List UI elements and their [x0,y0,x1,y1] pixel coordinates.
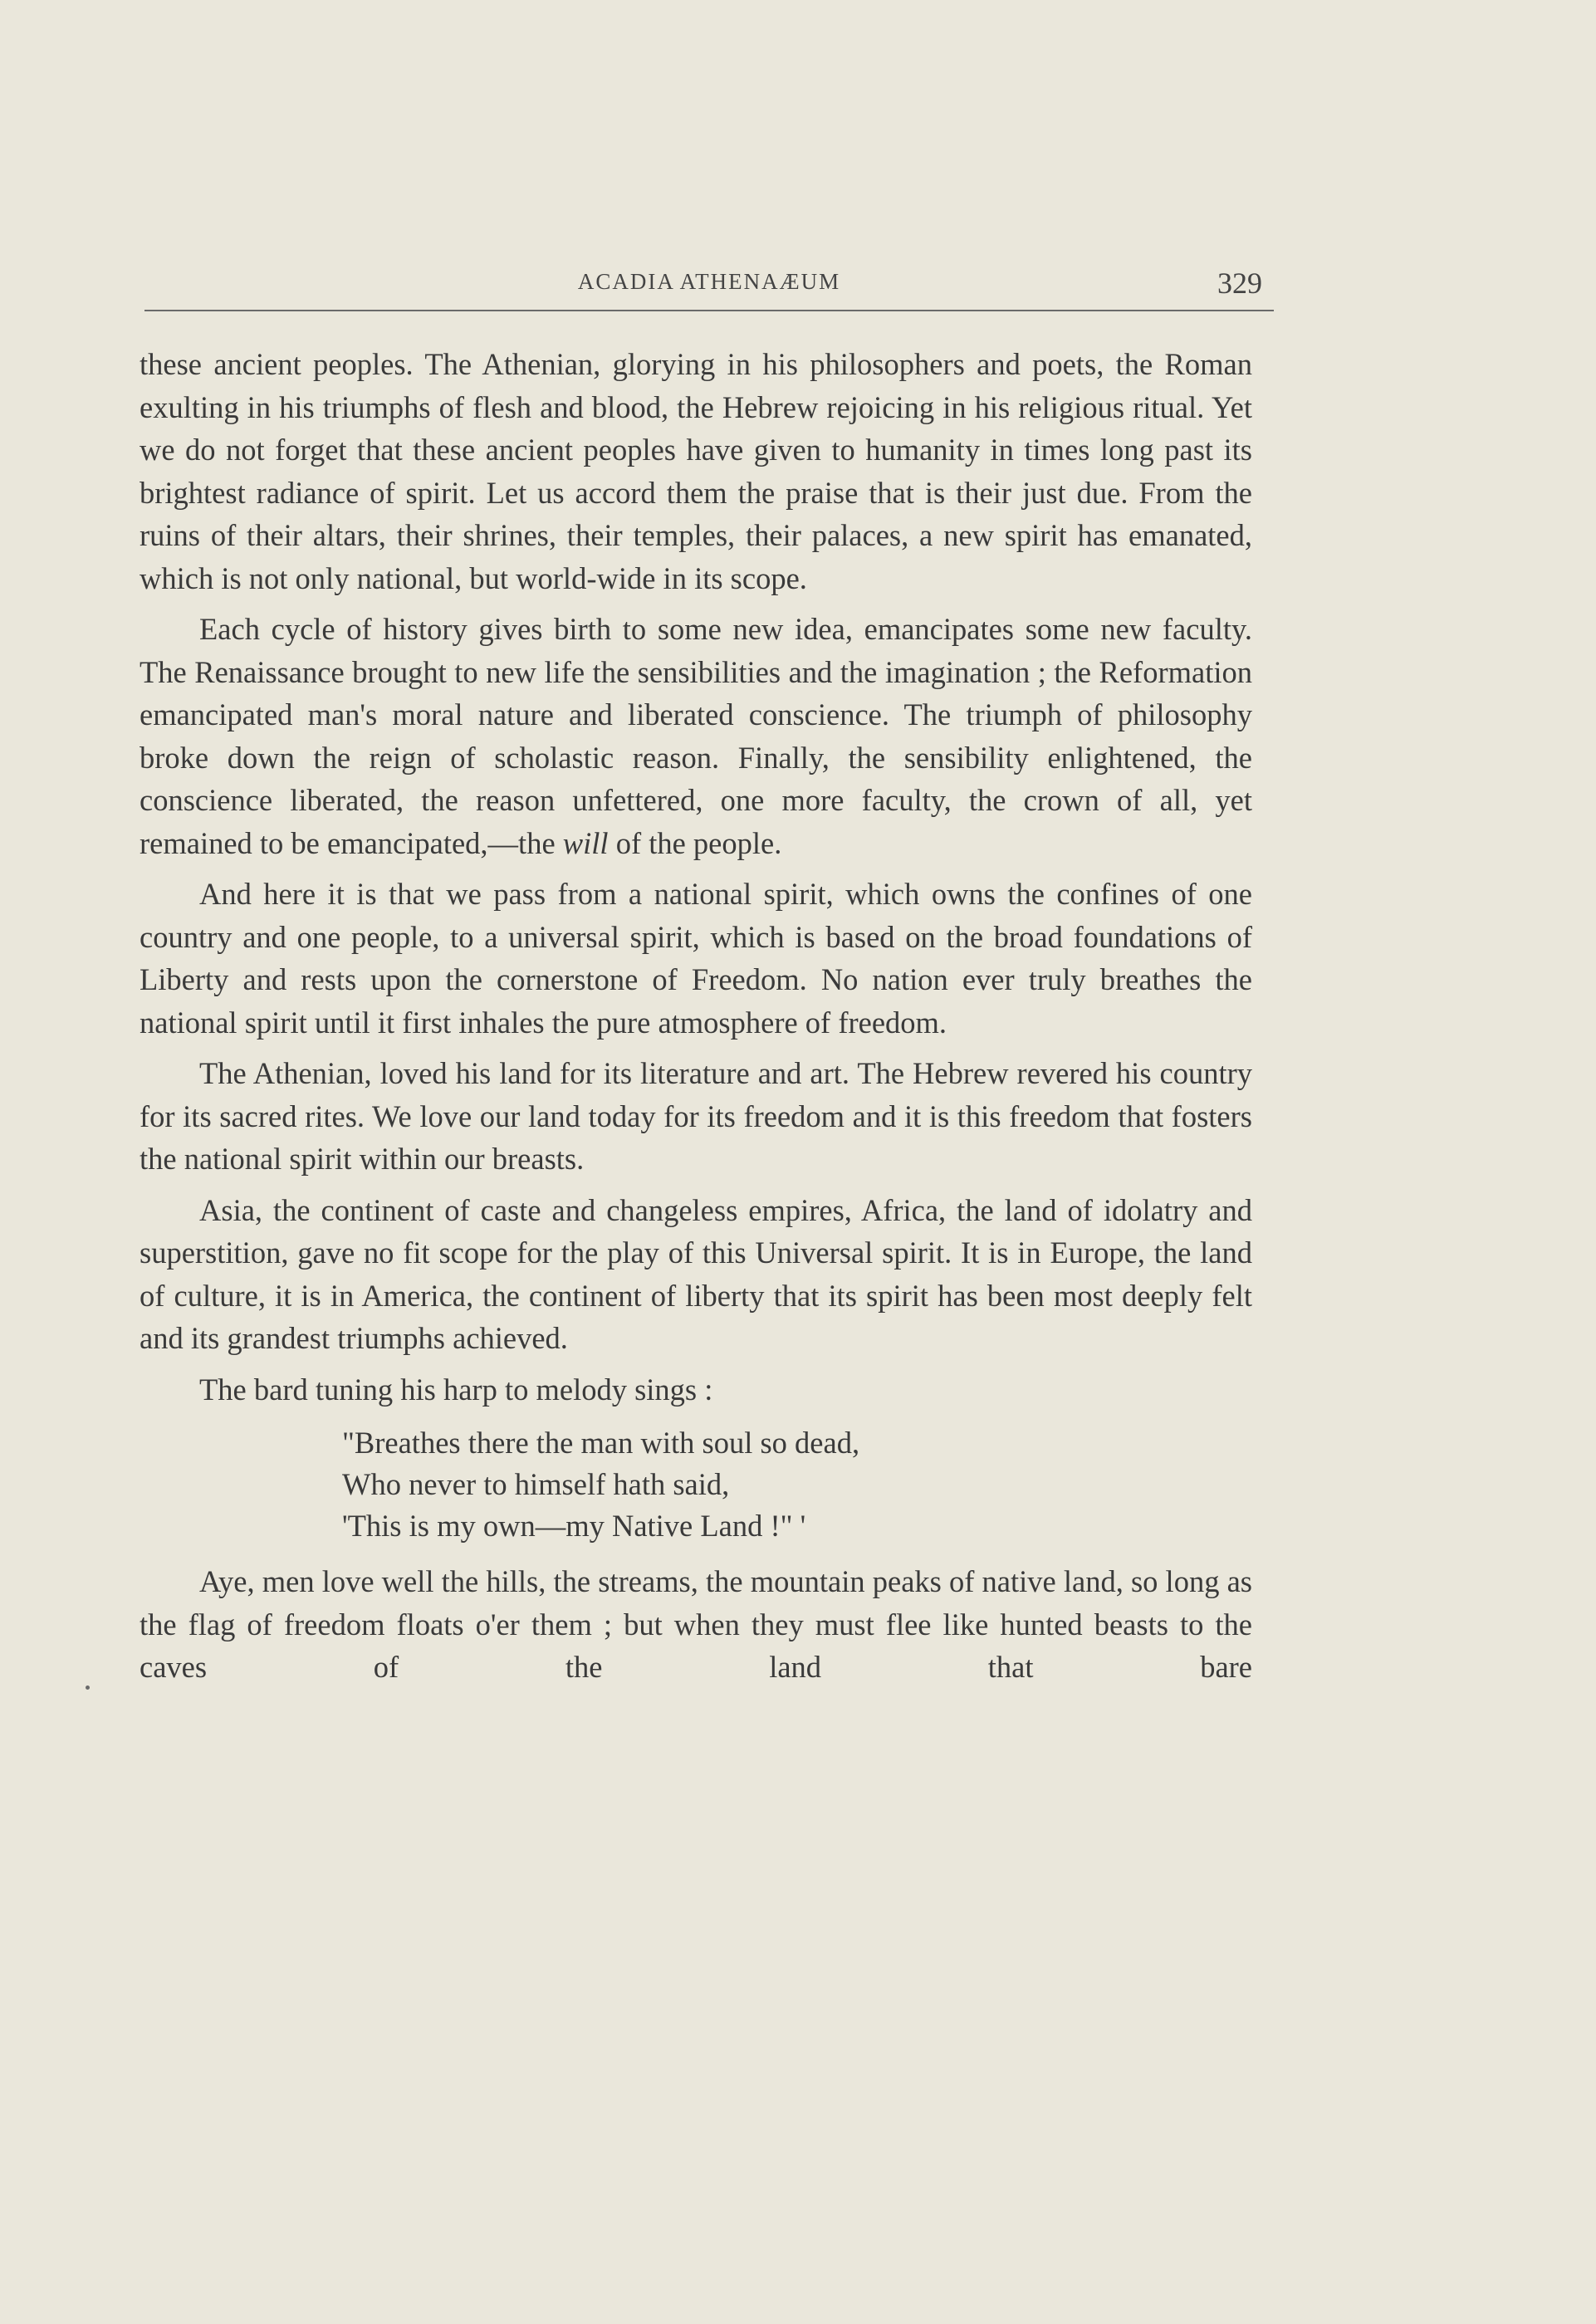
paragraph-4: The Athenian, loved his land for its literature and art. The Hebrew revered his country for its sacred rites. We love our land today for its freedom and it is this freedom that fosters the national spirit within our breasts. [140,1056,1252,1176]
paragraph-2-text: Each cycle of history gives birth to some new idea, emancipates some new faculty. The Renaissance brought to new life the sensibilities and the imagination ; the Reformation emancipated man's moral nature and liberated conscience. The triumph of philosophy broke down the reign of scholastic reason. Finally, the sensibility enlightened, the conscience liberated, the reason unfettered, one more faculty, the crown of all, yet remained to be emancipated,—the [140,612,1252,860]
paragraph-1: these ancient peoples. The Athenian, glorying in his philosophers and poets, the Roman exulting in his triumphs of flesh and blood, the Hebrew rejoicing in his religious ritual. Yet we do not forget that these ancient peoples have given to humanity in times long past its brightest radiance of spirit. Let us accord them the praise that is their just due. From the ruins of their altars, their shrines, their temples, their palaces, a new spirit has emanated, which is not only national, but world-wide in its scope. [140,347,1252,595]
paragraph-6: The bard tuning his harp to melody sings : [199,1372,713,1407]
poem-line: 'This is my own—my Native Land !" ' [342,1509,806,1543]
paragraph-2-emphasis: will [562,825,609,860]
body-text [140,343,1252,1697]
paragraph-2 [140,608,1252,864]
poem-line: "Breathes there the man with soul so dead, [342,1426,860,1460]
poem-line: Who never to himself hath said, [342,1467,730,1501]
paragraph-2-tail: of the people. [608,825,782,860]
paragraph-7: Aye, men love well the hills, the streams, the mountain peaks of native land, so long as the flag of freedom floats o'er them ; but when they must flee like hunted beasts to the caves of the land that bare [140,1564,1252,1684]
paragraph-3: And here it is that we pass from a national spirit, which owns the confines of one country and one people, to a universal spirit, which is based on the broad foundations of Liberty and rests upon the cornerstone of Freedom. No nation ever truly breathes the national spirit until it first inhales the pure atmosphere of freedom. [140,877,1252,1040]
poem-quote [342,1422,1252,1547]
page-number: 329 [1217,267,1262,300]
header-rule [144,310,1274,311]
page-header [144,266,1274,312]
margin-mark [86,1686,90,1690]
paragraph-5: Asia, the continent of caste and changeless empires, Africa, the land of idolatry and superstition, gave no fit scope for the play of this Universal spirit. It is in Europe, the land of culture, it is in America, the continent of liberty that its spirit has been most deeply felt and its grandest triumphs achieved. [140,1192,1252,1355]
running-title: ACADIA ATHENAÆUM [577,269,841,294]
